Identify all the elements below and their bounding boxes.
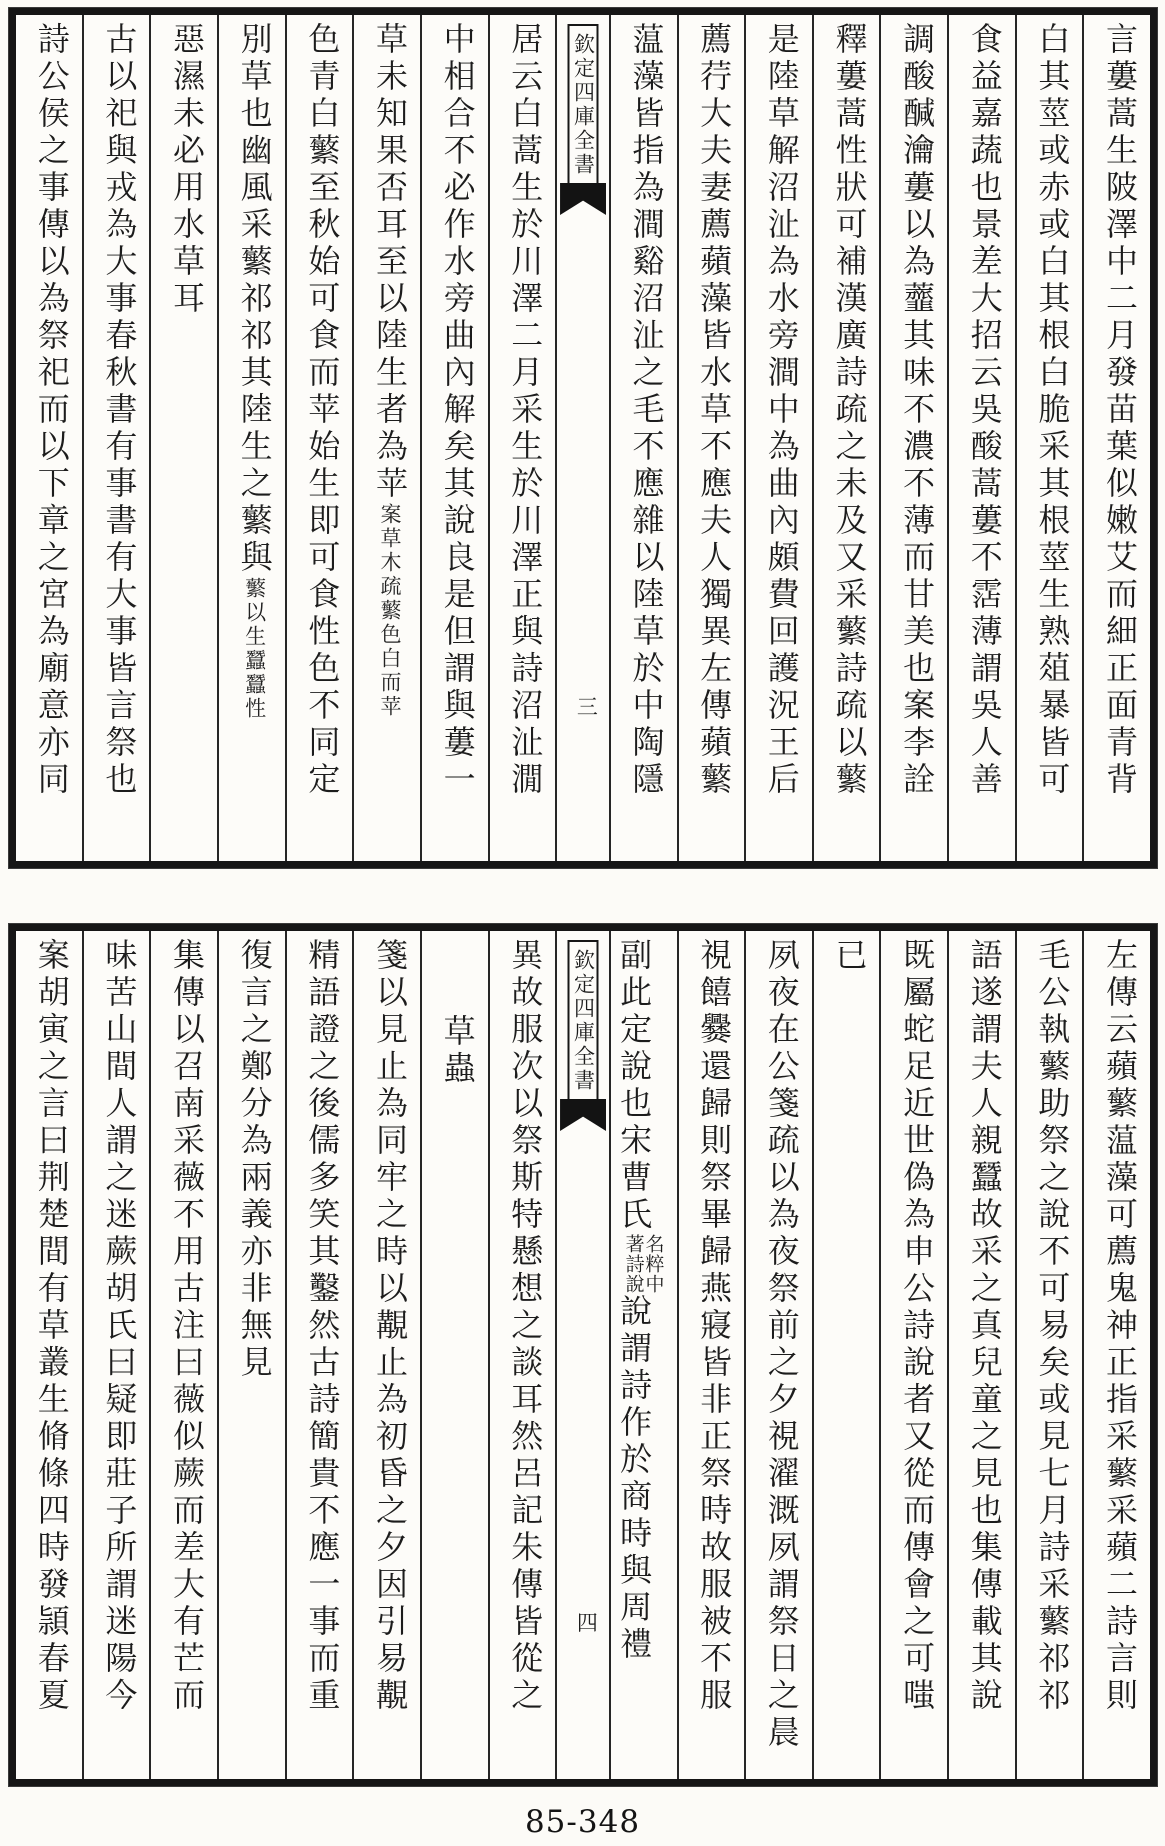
column-text: 調酸醎瀹蔞以為虀其味不濃不薄而甘美也案李詮 (898, 22, 937, 799)
column-3 (947, 931, 1015, 1779)
banxin-book-label (555, 1157, 609, 1252)
column-5 (812, 15, 880, 861)
column-13 (285, 15, 353, 861)
column-text: 別草也幽風采蘩祁祁其陸生之蘩與 (235, 22, 274, 577)
bottom-leaf-frame (9, 924, 1157, 1786)
column-text: 說謂詩作於商時與周禮 (615, 1294, 654, 1664)
column-text: 色青白蘩至秋始可食而苹始生即可食性色不同定 (303, 22, 342, 799)
column-5 (812, 931, 880, 1779)
column-text: 薦荇大夫妻薦蘋藻皆水草不應夫人獨異左傳蘋蘩 (695, 22, 734, 799)
column-10 (488, 15, 556, 861)
column-text: 精語證之後儒多笑其鑿然古詩簡貴不應一事而重 (303, 938, 342, 1715)
column-text: 釋蔞蒿性狀可補漢廣詩疏之未及又采蘩詩疏以蘩 (830, 22, 869, 799)
column-text: 草蟲 (438, 1014, 477, 1088)
column-text: 味苦山間人謂之迷蕨胡氏曰疑即莊子所謂迷陽今 (100, 938, 139, 1715)
column-text: 語遂謂夫人親蠶故采之真兒童之見也集傳載其說 (965, 938, 1004, 1715)
fishtail-ornament-icon (560, 183, 606, 215)
column-17 (16, 931, 82, 1779)
column-4 (879, 15, 947, 861)
column-text: 言蔞蒿生陂澤中二月發苗葉似嫩艾而細正面青背 (1101, 22, 1139, 799)
interlinear-note (623, 1234, 663, 1294)
column-text: 異故服次以祭斯特懸想之談耳然呂記朱傳皆從之 (506, 938, 545, 1715)
column-text: 集傳以召南采薇不用古注曰薇似蕨而差大有芒而 (168, 938, 207, 1715)
banxin-fold-column (555, 15, 609, 861)
column-text: 復言之鄭分為兩義亦非無見 (235, 938, 274, 1382)
column-text: 箋以見止為同牢之時以覯止為初昏之夕因引易覯 (370, 938, 409, 1715)
leaf-number: 四 (576, 1611, 598, 1635)
column-12 (352, 15, 420, 861)
column-16 (82, 931, 150, 1779)
column-8 (609, 15, 677, 861)
column-15 (149, 15, 217, 861)
column-6 (744, 931, 812, 1779)
column-7 (677, 15, 745, 861)
siku-library-title: 欽定四庫全書 (568, 940, 599, 1103)
column-text: 副此定說也宋曹氏 (615, 938, 654, 1234)
column-text: 夙夜在公箋疏以為夜祭前之夕視濯溉夙謂祭日之晨 (762, 938, 801, 1752)
column-text: 是陸草解沼沚為水旁澗中為曲內頗費回護況王后 (762, 22, 801, 799)
banxin-book-label (555, 241, 609, 336)
column-17 (16, 15, 82, 861)
column-text: 毛公執蘩助祭之說不可易矣或見七月詩采蘩祁祁 (1033, 938, 1072, 1715)
top-leaf-frame (9, 8, 1157, 868)
column-14 (217, 931, 285, 1779)
column-1 (1082, 15, 1150, 861)
column-3 (947, 15, 1015, 861)
fishtail-ornament-icon (560, 1099, 606, 1131)
interlinear-note: 案草木疏蘩色白而苹 (377, 503, 402, 719)
column-15 (149, 931, 217, 1779)
column-14 (217, 15, 285, 861)
column-text: 惡濕未必用水草耳 (168, 22, 207, 318)
column-8 (609, 931, 677, 1779)
column-7 (677, 931, 745, 1779)
column-11 (420, 15, 488, 861)
column-text: 食益嘉蔬也景差大招云吳酸蒿蔞不霑薄謂吳人善 (965, 22, 1004, 799)
column-2 (1015, 931, 1083, 1779)
column-text: 左傳云蘋蘩蕰藻可薦鬼神正指采蘩采蘋二詩言則 (1101, 938, 1139, 1715)
column-text: 詩公侯之事傳以為祭祀而以下章之宮為廟意亦同 (32, 22, 71, 799)
column-2 (1015, 15, 1083, 861)
column-10 (488, 931, 556, 1779)
leaf-number: 三 (576, 695, 598, 719)
note-line: 著詩說 (622, 1234, 645, 1294)
column-text: 中相合不必作水旁曲內解矣其說良是但謂與蔞一 (438, 22, 477, 799)
column-4 (879, 931, 947, 1779)
column-text: 案胡寅之言曰荆楚間有草叢生脩條四時發頴春夏 (32, 938, 71, 1715)
column-text: 已 (830, 938, 869, 975)
note-line: 名粹中 (642, 1234, 665, 1294)
banxin-fold-column (555, 931, 609, 1779)
printed-page-code: 85-348 (524, 1804, 641, 1840)
column-11 (420, 931, 488, 1779)
column-16 (82, 15, 150, 861)
column-text: 居云白蒿生於川澤二月采生於川澤正與詩沼沚㵎 (506, 22, 545, 799)
column-text: 白其莖或赤或白其根白脆采其根莖生熟葅暴皆可 (1033, 22, 1072, 799)
column-text: 視饎爨還歸則祭畢歸燕寢皆非正祭時故服被不服 (695, 938, 734, 1715)
column-text: 蕰藻皆指為澗谿沼沚之毛不應雜以陸草於中陶隱 (627, 22, 666, 799)
siku-library-title: 欽定四庫全書 (568, 24, 599, 187)
column-13 (285, 931, 353, 1779)
column-text: 草未知果否耳至以陸生者為苹 (370, 22, 409, 503)
interlinear-note: 蘩以生蠶蠶性 (242, 577, 267, 721)
column-text: 古以祀與戎為大事春秋書有事書有大事皆言祭也 (100, 22, 139, 799)
column-text: 既屬蛇足近世偽為申公詩說者又從而傳會之可嗤 (898, 938, 937, 1715)
column-6 (744, 15, 812, 861)
column-12 (352, 931, 420, 1779)
column-1 (1082, 931, 1150, 1779)
